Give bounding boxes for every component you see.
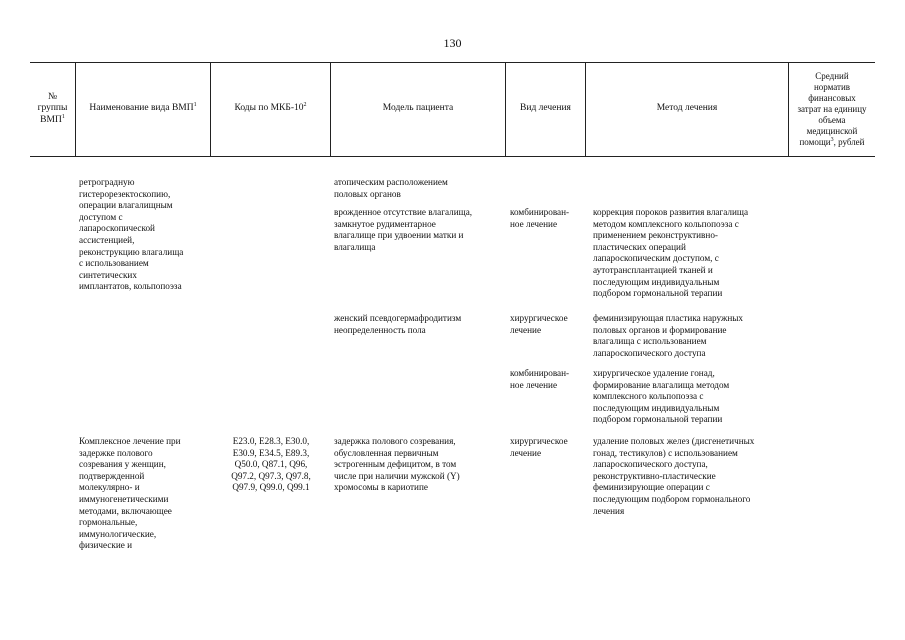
header-average-cost: Средний норматив финансовых затрат на единицу объема медицинской помощи$^3$, рублей [797,70,867,147]
page-number: 130 [443,36,462,50]
row1-type-surgical: хирургическое лечение [510,313,568,335]
row1-type-combined: комбинирован- ное лечение [510,207,570,229]
row1-model-vaginal-agenesis: врожденное отсутствие влагалища, замкнутое рудиментарное влагалище при удвоении матки и влагалища [334,207,473,252]
row2-patient-model: задержка полового созревания, обусловленная первичным эстрогенным дефицитом, в том числе при наличии мужской (Y) хромосомы в кариотипе [334,436,460,493]
header-vmp-name: Наименование вида ВМП$^1$ [89,102,197,114]
row2-treatment-method: удаление половых желез (дисгенетичных гонад, тестикулов) с использованием лапароскопического доступа, реконструктивно-пластические феминизирующие операции с последующим подбором гормонального лечения [593,436,755,516]
header-treatment-type: Вид лечения [520,103,571,114]
table-header-bottom-border [30,156,875,157]
header-icd-codes: Коды по МКБ-$10^2$ [234,102,307,114]
row1-type-combined-2: комбинирован- ное лечение [510,368,570,390]
header-group-number: № группы ВМП$^1$ [37,91,68,125]
row1-method-colpopoiesis: коррекция пороков развития влагалища методом комплексного кольпопоэза с применением реконструктивно- пластических операций лапароскопическим доступом, с аутотрансплантацией тканей и последующим индивидуальным подбором гормональной терапии [593,207,749,299]
row1-method-gonad-removal: хирургическое удаление гонад, формирование влагалища методом комплексного кольпопоэза с последующим индивидуальным подбором гормональной терапии [593,368,730,425]
row1-vmp-name: ретроградную гистерорезектоскопию, операции влагалищным доступом с лапароскопической ассистенцией, реконструкцию влагалища с использованием синтетических имплантатов, кольпопоэза [79,177,184,292]
row1-model-pseudohermaphroditism: женский псевдогермафродитизм неопределенность пола [334,313,462,335]
row2-vmp-name: Комплексное лечение при задержке полового созревания у женщин, подтвержденной молекулярно- и иммуногенетическими методами, включающее гормональные, иммунологические, физические и [79,436,181,551]
row2-icd-codes: E23.0, E28.3, E30.0, E30.9, E34.5, E89.3, Q50.0, Q87.1, Q96, Q97.2, Q97.3, Q97.8, Q97.9, Q99.0, Q99.1 [231,436,311,493]
header-treatment-method: Метод лечения [656,103,718,114]
header-patient-model: Модель пациента [382,103,454,114]
row2-treatment-type: хирургическое лечение [510,436,568,458]
row1-method-feminizing-plasty: феминизирующая пластика наружных половых органов и формирование влагалища с использованием лапароскопического доступа [593,313,744,358]
row1-model-continuation: атопическим расположением половых органов [334,177,448,199]
